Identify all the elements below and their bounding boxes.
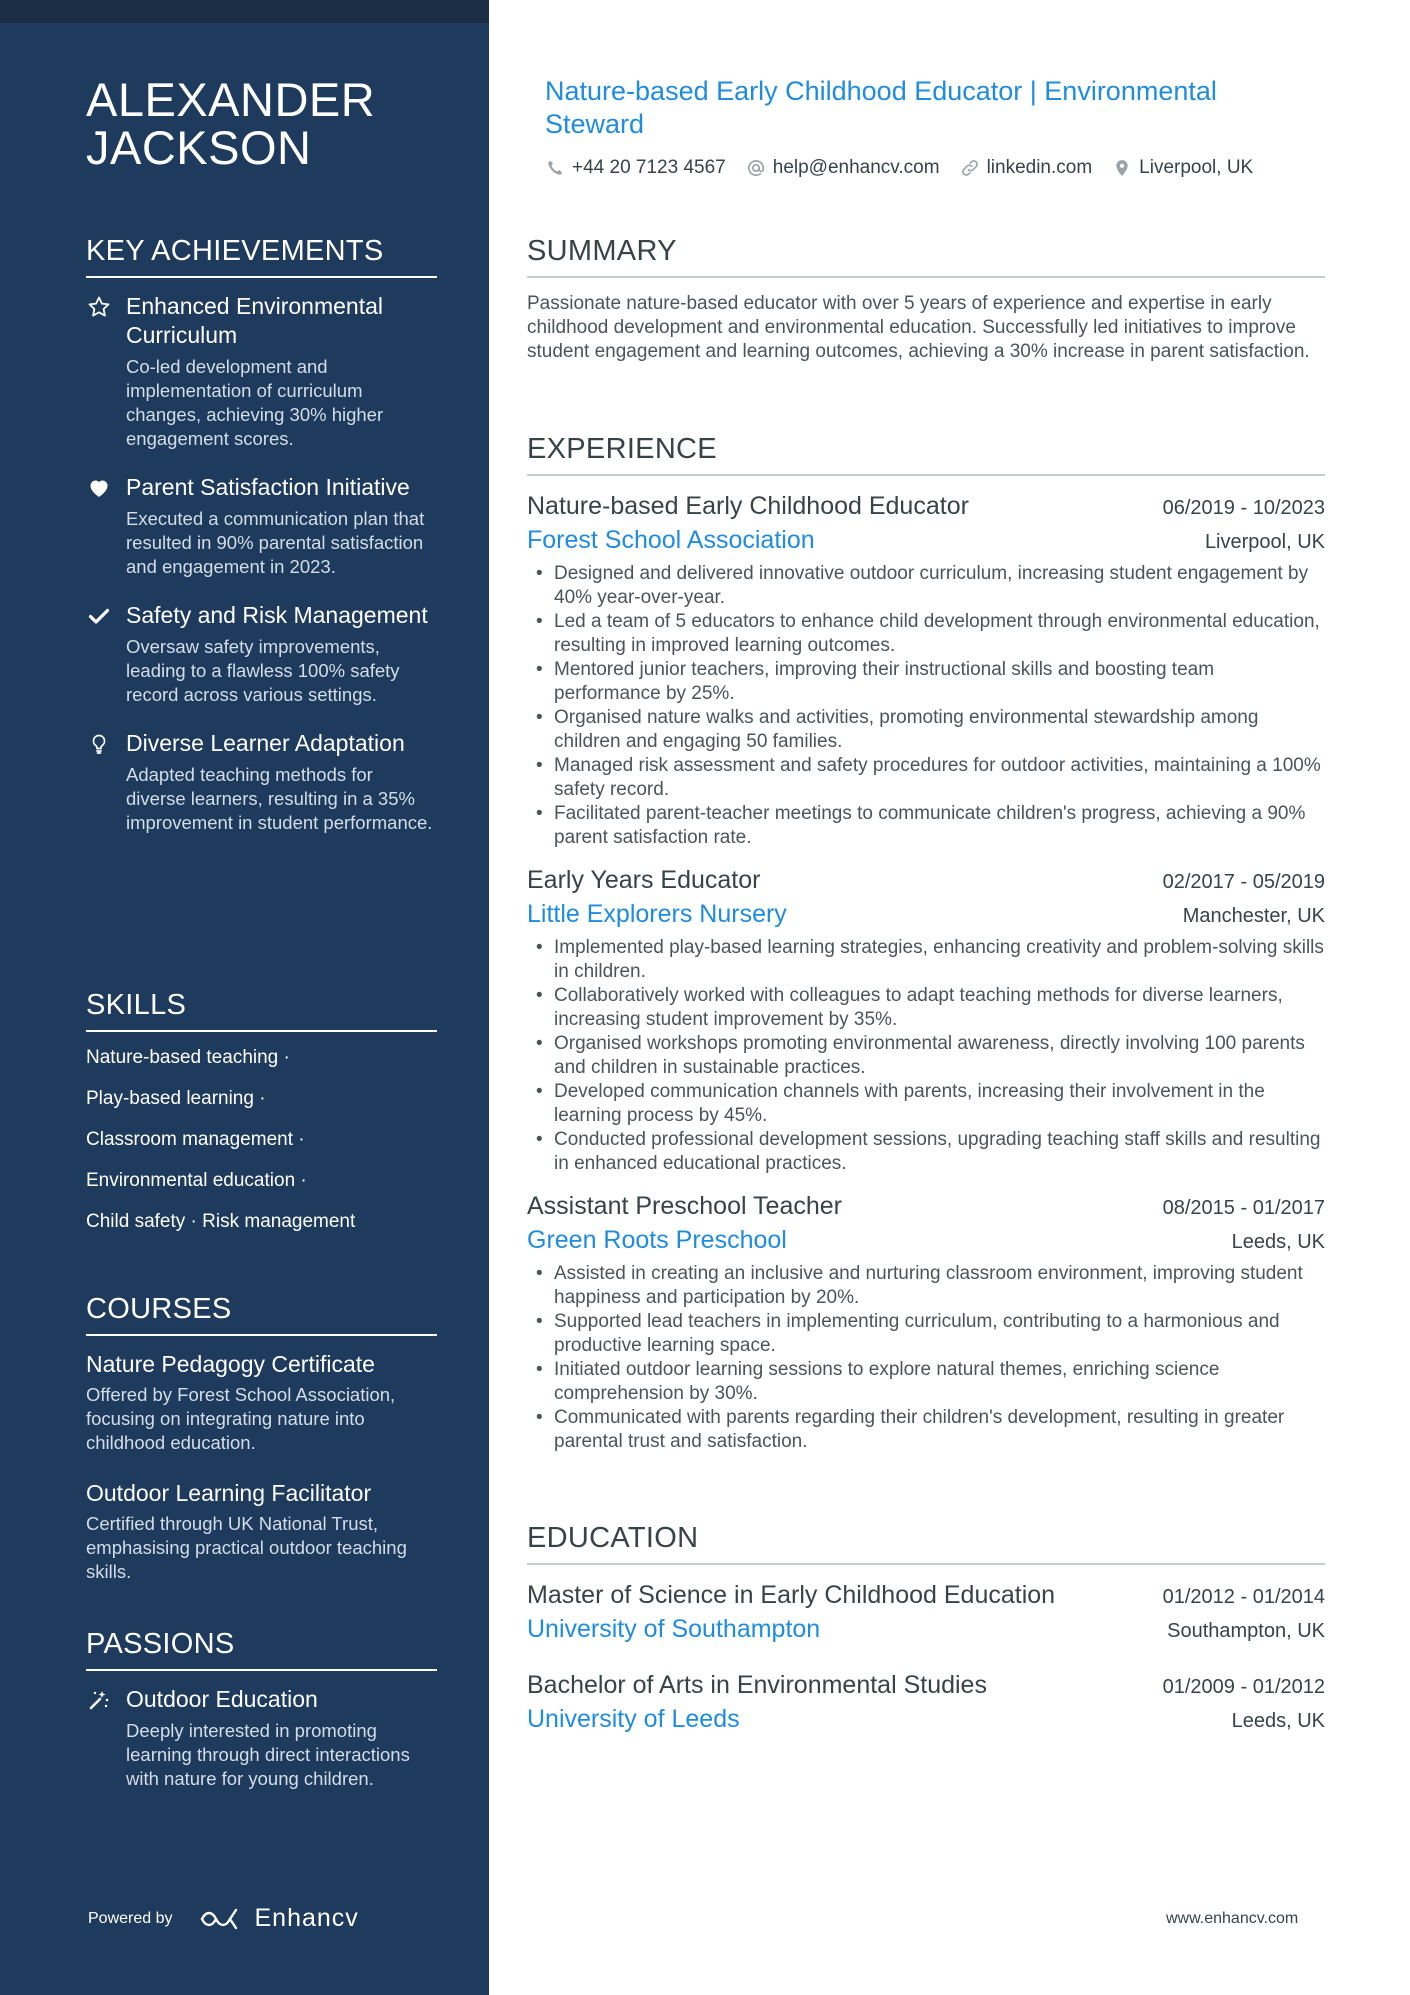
- enhancv-brand-name: Enhancv: [254, 1904, 359, 1932]
- course-title: Nature Pedagogy Certificate: [86, 1351, 375, 1377]
- company-name: Forest School Association: [527, 526, 815, 554]
- bullet-item: • Communicated with parents regarding their children's development, resulting in greater parental trust and satisfaction.: [527, 1406, 1325, 1454]
- achievement-title: Enhanced Environmental Curriculum: [126, 293, 383, 348]
- degree-title: Bachelor of Arts in Environmental Studies: [527, 1671, 987, 1699]
- school-name: University of Southampton: [527, 1615, 821, 1643]
- skill-line: Nature-based teaching ·: [86, 1047, 290, 1068]
- bullet-item: • Initiated outdoor learning sessions to explore natural themes, enriching science comprehension by 30%.: [527, 1358, 1325, 1406]
- passion-item: [86, 1685, 437, 1791]
- passion-title: Outdoor Education: [126, 1686, 318, 1712]
- experience-section: [527, 432, 1325, 1468]
- job-title: Nature-based Early Childhood Educator: [527, 492, 969, 520]
- bullet-item: • Conducted professional development sessions, upgrading teaching staff skills and resulting in enhanced educational practices.: [527, 1128, 1325, 1176]
- company-name: Green Roots Preschool: [527, 1226, 787, 1254]
- job-location: Liverpool, UK: [1204, 531, 1325, 553]
- school-name: University of Leeds: [527, 1705, 740, 1733]
- footer-url[interactable]: www.enhancv.com: [1166, 1910, 1299, 1927]
- linkedin-link[interactable]: linkedin.com: [986, 157, 1093, 178]
- contacts-row: [545, 157, 1273, 179]
- job-location: Leeds, UK: [1231, 1231, 1325, 1253]
- job-bullets: [527, 936, 1325, 1176]
- achievement-item: [86, 473, 437, 579]
- skill-line: Child safety · Risk management: [86, 1211, 356, 1232]
- course-title: Outdoor Learning Facilitator: [86, 1480, 372, 1506]
- bullet-item: • Supported lead teachers in implementing curriculum, contributing to a harmonious and productive learning space.: [527, 1310, 1325, 1358]
- achievement-title: Parent Satisfaction Initiative: [126, 474, 410, 500]
- education-entry: [527, 1669, 1325, 1737]
- skill-line: Play-based learning ·: [86, 1088, 266, 1109]
- courses-section: [86, 1292, 437, 1608]
- job-entry: [527, 864, 1325, 1176]
- school-location: Leeds, UK: [1231, 1710, 1325, 1732]
- education-title: EDUCATION: [527, 1521, 1325, 1565]
- job-location: Manchester, UK: [1182, 905, 1325, 927]
- bullet-item: • Implemented play-based learning strategies, enhancing creativity and problem-solving skills in children.: [527, 936, 1325, 984]
- key-achievements-title: KEY ACHIEVEMENTS: [86, 234, 437, 278]
- bullet-item: • Developed communication channels with parents, increasing their involvement in the learning process by 45%.: [527, 1080, 1325, 1128]
- contact-location: [1112, 157, 1253, 179]
- job-dates: 06/2019 - 10/2023: [1162, 497, 1325, 519]
- achievement-title: Diverse Learner Adaptation: [126, 730, 405, 756]
- contact-email[interactable]: [746, 157, 940, 179]
- skills-section: [86, 988, 437, 1251]
- bullet-item: • Assisted in creating an inclusive and nurturing classroom environment, improving student happiness and participation by 20%.: [527, 1262, 1325, 1310]
- skill-line: Classroom management ·: [86, 1129, 305, 1150]
- achievement-desc: Co-led development and implementation of curriculum changes, achieving 30% higher engagement scores.: [126, 356, 384, 449]
- degree-title: Master of Science in Early Childhood Education: [527, 1581, 1056, 1609]
- achievement-desc: Executed a communication plan that resulted in 90% parental satisfaction and engagement in 2023.: [126, 508, 425, 577]
- bullet-item: • Managed risk assessment and safety procedures for outdoor activities, maintaining a 100% safety record.: [527, 754, 1325, 802]
- bullet-item: • Organised workshops promoting environmental awareness, directly involving 100 parents and children in sustainable practices.: [527, 1032, 1325, 1080]
- job-title: Assistant Preschool Teacher: [527, 1192, 842, 1220]
- skills-title: SKILLS: [86, 988, 437, 1032]
- course-item: [86, 1479, 437, 1584]
- headline: Nature-based Early Childhood Educator | Environmental Steward: [545, 76, 1217, 139]
- summary-text: Passionate nature-based educator with over 5 years of experience and expertise in early childhood development and environmental education. Successfully led initiatives to improve student engagement and learning outcomes, achieving a 30% increase in parent satisfaction.: [527, 293, 1310, 362]
- passions-title: PASSIONS: [86, 1627, 437, 1671]
- achievement-desc: Oversaw safety improvements, leading to a flawless 100% safety record across various settings.: [126, 636, 400, 705]
- powered-by-label: Powered by: [88, 1909, 173, 1927]
- bullet-item: • Collaboratively worked with colleagues to adapt teaching methods for diverse learners, increasing student improvement by 35%.: [527, 984, 1325, 1032]
- powered-by: [88, 1904, 359, 1933]
- bullet-item: • Organised nature walks and activities, promoting environmental stewardship among children and engaging 50 families.: [527, 706, 1325, 754]
- passions-section: [86, 1627, 437, 1813]
- location-pin-icon: [1112, 158, 1132, 178]
- summary-section: [527, 234, 1325, 364]
- star-icon: [86, 294, 112, 320]
- contact-phone: [545, 157, 726, 179]
- bullet-item: • Facilitated parent-teacher meetings to communicate children's progress, achieving a 90% parent satisfaction rate.: [527, 802, 1325, 850]
- job-title: Early Years Educator: [527, 866, 761, 894]
- enhancv-logo-icon: [199, 1906, 247, 1932]
- sparkle-wand-icon: [86, 1687, 112, 1713]
- experience-title: EXPERIENCE: [527, 432, 1325, 476]
- education-section: [527, 1521, 1325, 1759]
- link-icon: [960, 158, 980, 178]
- achievement-desc: Adapted teaching methods for diverse learners, resulting in a 35% improvement in student performance.: [126, 764, 433, 833]
- phone-icon: [545, 158, 565, 178]
- courses-title: COURSES: [86, 1292, 437, 1336]
- bullet-item: • Designed and delivered innovative outdoor curriculum, increasing student engagement by 40% year-over-year.: [527, 562, 1325, 610]
- job-entry: [527, 1190, 1325, 1454]
- bullet-item: • Led a team of 5 educators to enhance child development through environmental education, resulting in improved learning outcomes.: [527, 610, 1325, 658]
- lightbulb-icon: [86, 731, 112, 757]
- achievement-item: [86, 601, 437, 707]
- job-entry: [527, 490, 1325, 850]
- summary-title: SUMMARY: [527, 234, 1325, 278]
- bullet-item: • Mentored junior teachers, improving their instructional skills and boosting team performance by 25%.: [527, 658, 1325, 706]
- achievement-item: [86, 729, 437, 835]
- at-icon: [746, 158, 766, 178]
- achievement-title: Safety and Risk Management: [126, 602, 428, 628]
- heart-icon: [86, 475, 112, 501]
- sidebar: [0, 0, 489, 1995]
- passion-desc: Deeply interested in promoting learning through direct interactions with nature for young children.: [126, 1720, 410, 1789]
- job-dates: 02/2017 - 05/2019: [1162, 871, 1325, 893]
- contact-linkedin[interactable]: [960, 157, 1093, 179]
- skill-line: Environmental education ·: [86, 1170, 307, 1191]
- location-text: Liverpool, UK: [1139, 157, 1254, 178]
- education-entry: [527, 1579, 1325, 1647]
- company-name: Little Explorers Nursery: [527, 900, 787, 928]
- school-location: Southampton, UK: [1167, 1620, 1325, 1642]
- key-achievements-section: [86, 234, 437, 857]
- enhancv-brand: [199, 1904, 359, 1933]
- job-bullets: [527, 1262, 1325, 1454]
- job-bullets: [527, 562, 1325, 850]
- education-dates: 01/2012 - 01/2014: [1162, 1586, 1325, 1608]
- achievement-item: [86, 292, 437, 451]
- job-dates: 08/2015 - 01/2017: [1162, 1197, 1325, 1219]
- email-link[interactable]: help@enhancv.com: [772, 157, 940, 178]
- sidebar-top-bar: [0, 0, 489, 23]
- education-dates: 01/2009 - 01/2012: [1162, 1676, 1325, 1698]
- candidate-name: ALEXANDER JACKSON: [86, 73, 376, 174]
- course-desc: Certified through UK National Trust, emphasising practical outdoor teaching skills.: [86, 1513, 407, 1582]
- course-desc: Offered by Forest School Association, focusing on integrating nature into childhood education.: [86, 1384, 396, 1453]
- check-icon: [86, 603, 112, 629]
- phone-text: +44 20 7123 4567: [572, 157, 726, 178]
- course-item: [86, 1350, 437, 1455]
